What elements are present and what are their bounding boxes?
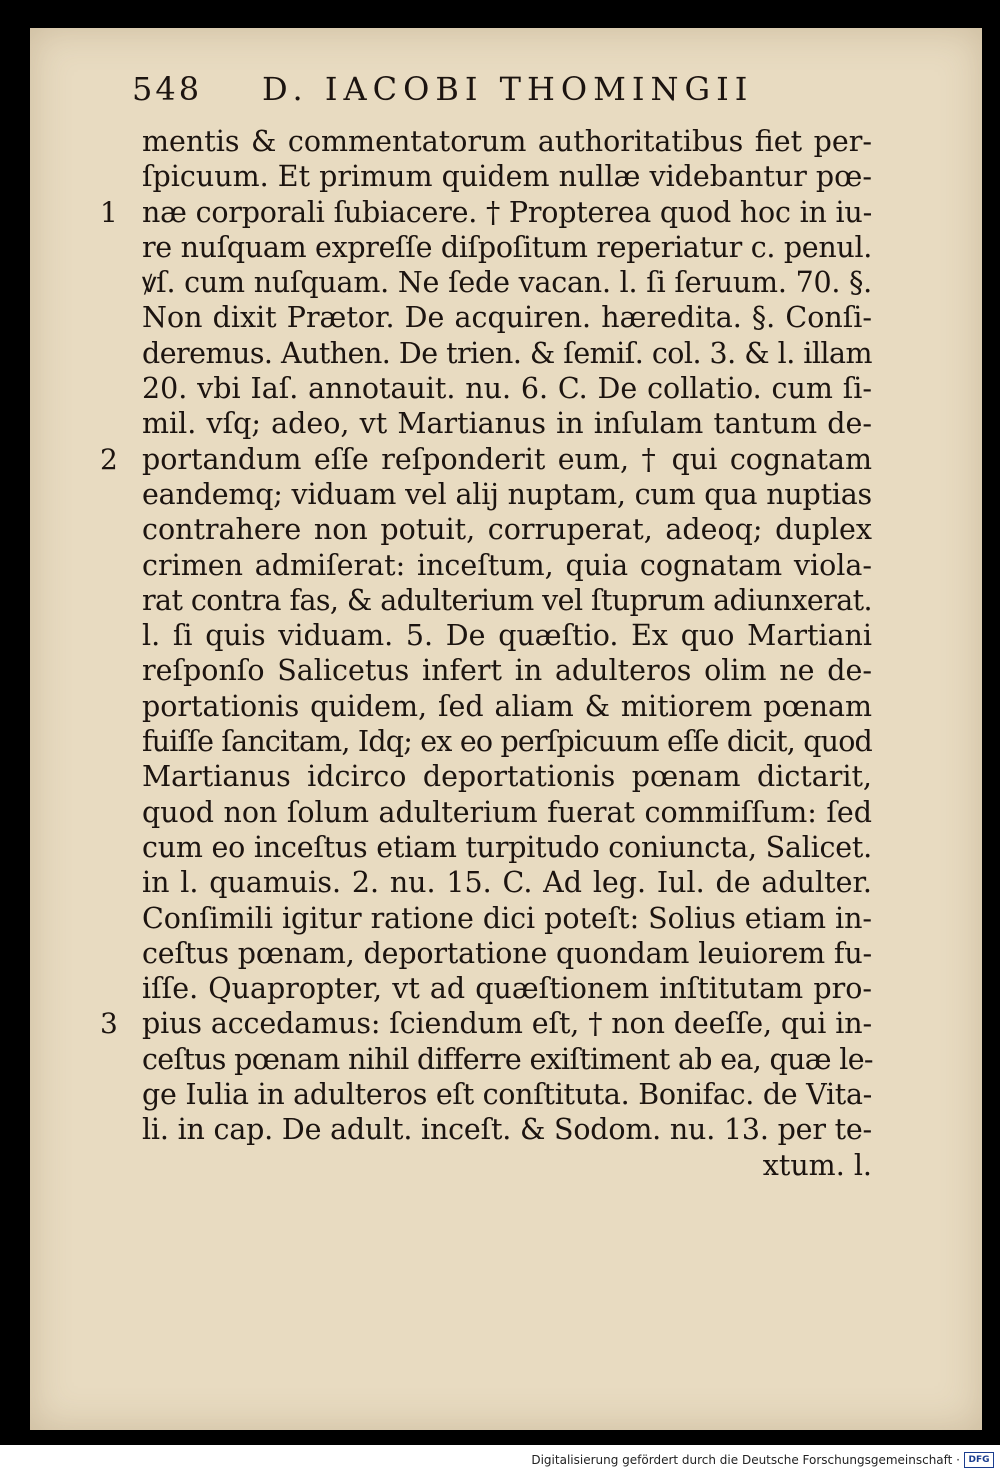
text-line: cum eo inceſtus etiam turpitudo coniuncta, Salicet. — [142, 830, 872, 864]
text-line: fuiſſe ſancitam, Idq; ex eo perſpicuum eſſe dicit, quod — [142, 725, 872, 759]
text-line: deremus. Authen. De trien. & ſemiſ. col. 3. & l. illam — [142, 336, 872, 370]
text-line: rat contra fas, & adulterium vel ſtuprum adiunxerat. — [142, 583, 873, 617]
text-line: eandemq; viduam vel alij nuptam, cum qua nuptias — [142, 477, 872, 511]
text-line: in l. quamuis. 2. nu. 15. C. Ad leg. Iul. de adulter. — [142, 866, 872, 900]
text-line: 3 pius accedamus: ſciendum eſt, † non deeſſe, qui in- — [100, 1007, 872, 1041]
body-text — [100, 124, 873, 1183]
text-line: 2 portandum eſſe reſponderit eum, † qui cognatam — [100, 442, 872, 476]
text-line: portationis quidem, ſed aliam & mitiorem pœnam — [142, 689, 872, 723]
text-line: ceſtus pœnam, deportatione quondam leuiorem fu- — [142, 936, 872, 970]
text-line: Non dixit Prætor. De acquiren. hæredita. §. Conſi- — [142, 301, 872, 335]
text-line: Conſimili igitur ratione dici poteſt: Solius etiam in- — [142, 901, 872, 935]
text-line: iſſe. Quapropter, vt ad quæſtionem inſtitutam pro- — [142, 972, 872, 1006]
text-line: ge Iulia in adulteros eſt conſtituta. Bonifac. de Vita- — [142, 1078, 872, 1112]
margin-note: 3 — [100, 1007, 118, 1041]
text-line: contrahere non potuit, corruperat, adeoq; duplex — [142, 513, 872, 547]
margin-note: 1 — [100, 195, 118, 229]
text-line: l. ſi quis viduam. 5. De quæſtio. Ex quo Martiani — [142, 619, 872, 653]
text-line: reſponſo Salicetus infert in adulteros olim ne de- — [142, 654, 872, 688]
page-header — [132, 70, 832, 120]
text-line: mil. vſq; adeo, vt Martianus in inſulam tantum de- — [142, 407, 872, 441]
text-line: Martianus idcirco deportationis pœnam dictarit, — [142, 760, 872, 794]
digitization-footer — [0, 1445, 1000, 1475]
running-title: D. IACOBI THOMINGII — [262, 70, 754, 108]
text-line: quod non ſolum adulterium fuerat commiſſum: ſed — [142, 795, 872, 829]
text-line: re nuſquam expreſſe diſpoſitum reperiatur c. penul. — [142, 230, 872, 264]
text-line: 20. vbi Iaſ. annotauit. nu. 6. C. De collatio. cum ſi- — [142, 372, 872, 406]
margin-note: 2 — [100, 442, 118, 476]
text-line: 1 næ corporali ſubiacere. † Propterea quod hoc in iu- — [100, 195, 872, 229]
page-number: 548 — [132, 70, 203, 108]
catchword-line: xtum. l. — [762, 1148, 872, 1182]
text-line: ꝟſ. cum nuſquam. Ne ſede vacan. l. ſi ſeruum. 70. §. — [142, 266, 872, 300]
text-line: crimen admiſerat: inceſtum, quia cognatam viola- — [142, 548, 872, 582]
text-line: li. in cap. De adult. inceſt. & Sodom. nu. 13. per te- — [142, 1113, 872, 1147]
text-line: ceſtus pœnam nihil differre exiſtiment ab ea, quæ le- — [142, 1042, 873, 1076]
text-line: ſpicuum. Et primum quidem nullæ videbantur pœ- — [142, 160, 872, 194]
footer-credit: Digitalisierung gefördert durch die Deutsche Forschungsgemeinschaft · — [531, 1453, 960, 1467]
text-line: mentis & commentatorum authoritatibus fiet per- — [142, 125, 872, 158]
dfg-logo: DFG — [964, 1452, 994, 1468]
